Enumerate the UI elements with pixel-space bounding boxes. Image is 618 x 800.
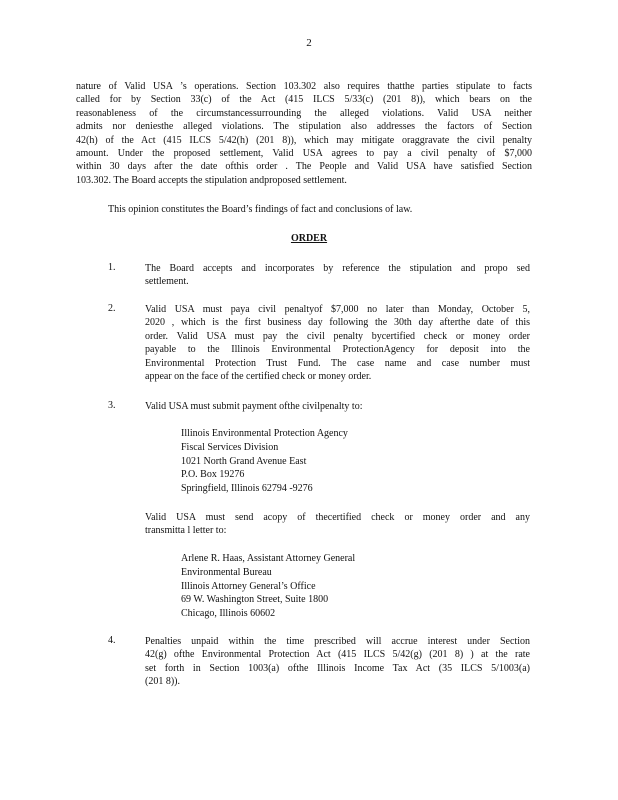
item-line: 2020 , which is the first business day following the 30th day afterthe date of this xyxy=(145,317,530,329)
address-line: Chicago, Illinois 60602 xyxy=(181,608,276,620)
intro-line: 42(h) of the Act (415 ILCS 5/42(h) (201 8)), which may mitigate oraggravate the civil penalty xyxy=(76,134,532,146)
intro-line: admits nor deniesthe alleged violations. The stipulation also addresses the factors of Section xyxy=(76,121,532,133)
item-line: settlement. xyxy=(145,276,189,288)
item-line: appear on the face of the certified check or money order. xyxy=(145,371,372,383)
intro-line: called for by Section 33(c) of the Act (415 ILCS 5/33(c) (201 8)), which bears on the xyxy=(76,94,532,106)
attorney-general-address-block xyxy=(181,552,355,621)
epa-address-block xyxy=(181,427,348,496)
item-line: Valid USA must send acopy of thecertified check or money order and any xyxy=(145,512,530,523)
address-line: Illinois Environmental Protection Agency xyxy=(181,428,348,439)
item-line: Valid USA must paya civil penaltyof $7,000 no later than Monday, October 5, xyxy=(145,304,530,315)
intro-paragraph xyxy=(76,80,532,187)
item-line: 42(g) ofthe Environmental Protection Act (415 ILCS 5/42(g) (201 8) ) at the rate xyxy=(145,649,530,661)
order-item-3-send xyxy=(145,511,530,538)
item-line: Valid USA must submit payment ofthe civilpenalty to: xyxy=(145,401,363,412)
address-line: 1021 North Grand Avenue East xyxy=(181,455,307,467)
intro-line: nature of Valid USA ’s operations. Section 103.302 also requires thatthe parties stipulate to facts xyxy=(76,81,532,92)
intro-line: within 30 days after the date ofthis order . The People and Valid USA have satisfied Section xyxy=(76,161,532,173)
address-line: Illinois Attorney General’s Office xyxy=(181,580,316,592)
address-line: Springfield, Illinois 62794 -9276 xyxy=(181,483,313,495)
item-line: (201 8)). xyxy=(145,676,180,688)
address-line: Environmental Bureau xyxy=(181,566,272,578)
item-number: 4. xyxy=(108,635,116,646)
item-number: 3. xyxy=(108,400,116,411)
order-item-4 xyxy=(145,635,530,689)
item-line: Penalties unpaid within the time prescribed will accrue interest under Section xyxy=(145,636,530,647)
item-line: set forth in Section 1003(a) ofthe Illinois Income Tax Act (35 ILCS 5/1003(a) xyxy=(145,662,530,674)
address-line: P.O. Box 19276 xyxy=(181,469,245,481)
order-item-1 xyxy=(145,262,530,289)
item-number: 1. xyxy=(108,262,116,273)
item-line: transmitta l letter to: xyxy=(145,525,227,537)
order-heading: ORDER xyxy=(290,233,328,244)
intro-line: 103.302. The Board accepts the stipulation andproposed settlement. xyxy=(76,174,347,186)
address-line: Arlene R. Haas, Assistant Attorney General xyxy=(181,553,356,564)
item-line: payable to the Illinois Environmental ProtectionAgency for deposit into the xyxy=(145,344,530,356)
order-item-3-intro xyxy=(145,400,530,413)
item-line: The Board accepts and incorporates by reference the stipulation and propo sed xyxy=(145,263,530,274)
intro-line: amount. Under the proposed settlement, Valid USA agrees to pay a civil penalty of $7,000 xyxy=(76,148,532,160)
address-line: 69 W. Washington Street, Suite 1800 xyxy=(181,594,329,606)
page-number: 2 xyxy=(306,37,312,49)
item-line: Environmental Protection Trust Fund. The case name and case number must xyxy=(145,357,530,369)
address-line: Fiscal Services Division xyxy=(181,441,279,453)
intro-line: reasonableness of the circumstancessurrounding the alleged violations. Valid USA neither xyxy=(76,107,532,119)
order-item-2 xyxy=(145,303,530,383)
item-number: 2. xyxy=(108,303,116,314)
item-line: order. Valid USA must pay the civil penalty bycertified check or money order xyxy=(145,330,530,342)
findings-sentence: This opinion constitutes the Board’s findings of fact and conclusions of law. xyxy=(108,204,413,215)
